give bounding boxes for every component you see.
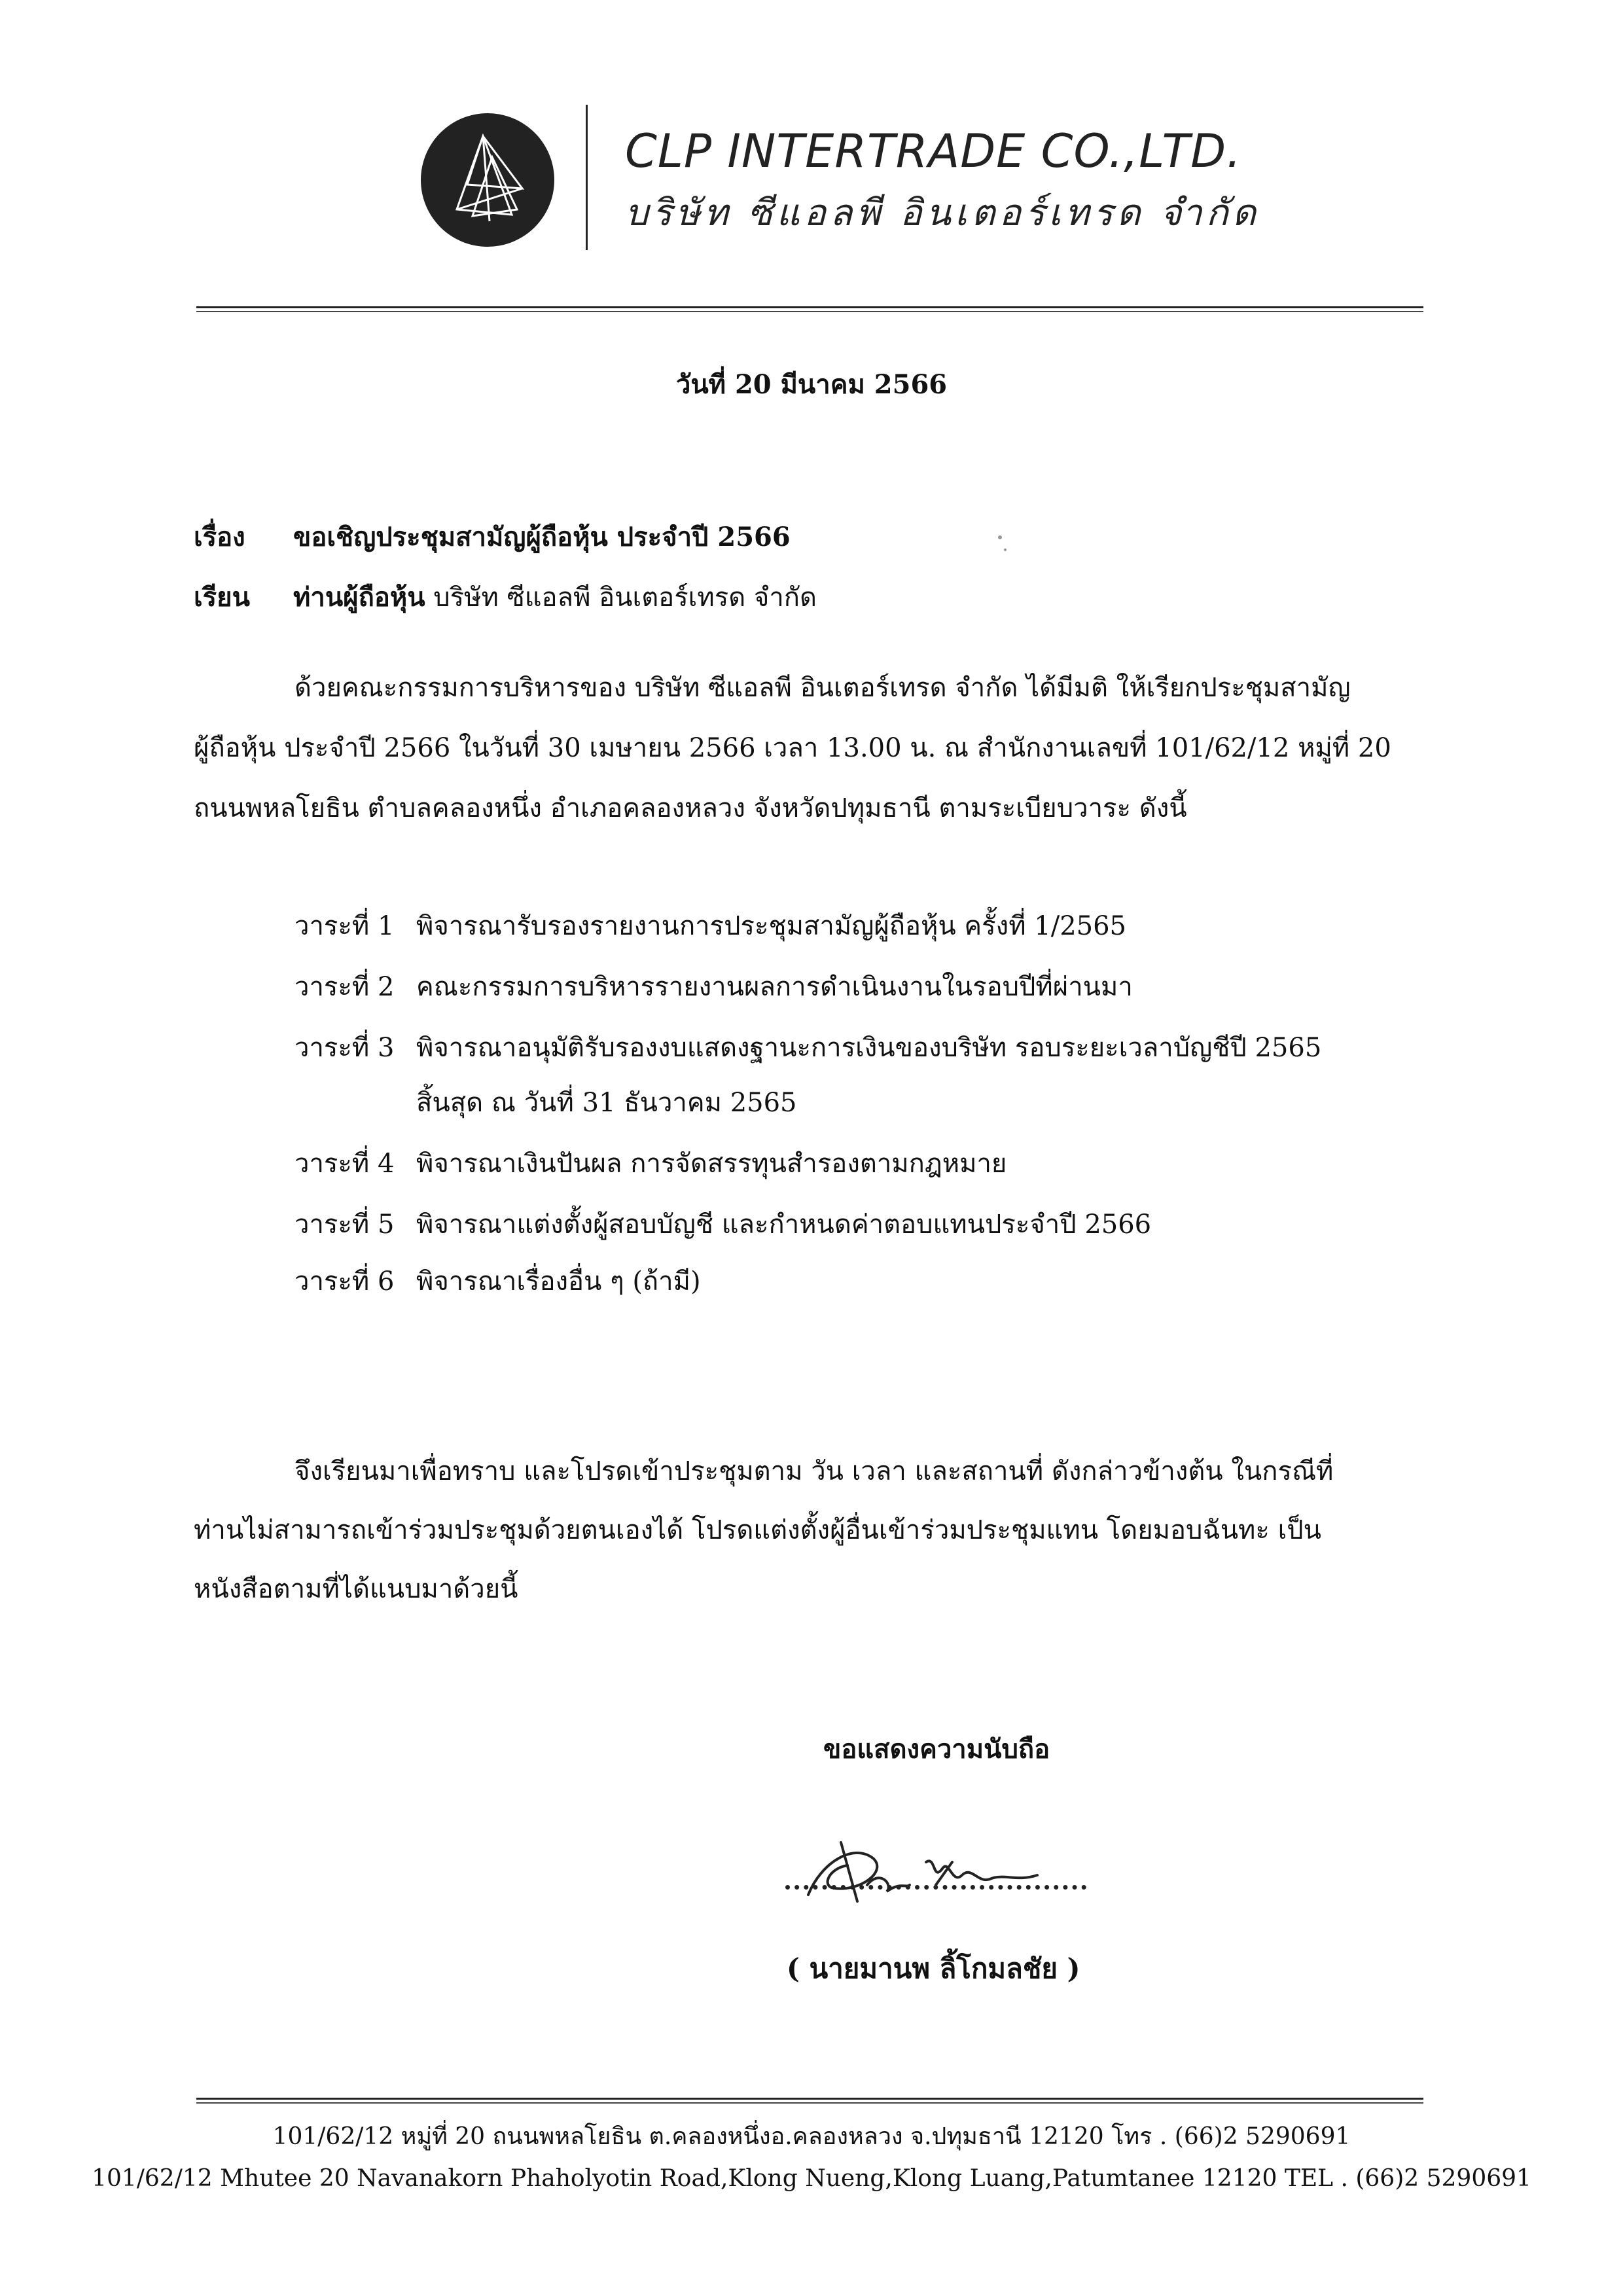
recipient-bold: ท่านผู้ถือหุ้น [293,582,425,613]
scan-speck [998,535,1002,539]
closing-line: จึงเรียนมาเพื่อทราบ และโปรดเข้าประชุมตาม วัน เวลา และสถานที่ ดังกล่าวข้างต้น ในกรณีที่ [294,1456,1334,1486]
footer-address-en: 101/62/12 Mhutee 20 Navanakorn Phaholyotin Road,Klong Nueng,Klong Luang,Patumtanee 12120 TEL . (66)2 5290691 [92,2165,1531,2192]
agenda-text: พิจารณาแต่งตั้งผู้สอบบัญชี และกำหนดค่าตอบแทนประจำปี 2566 [416,1210,1152,1240]
intro-line: ถนนพหลโยธิน ตำบลคลองหนึ่ง อำเภอคลองหลวง จังหวัดปทุมธานี ตามระเบียบวาระ ดังนี้ [194,793,1187,823]
agenda-item [294,965,1133,1007]
agenda-number: วาระที่ 5 [294,1210,395,1240]
agenda-item [294,1026,1321,1068]
signer-name: ( นายมานพ ลิ้โกมลชัย ) [787,1952,1080,1984]
subject-text: ขอเชิญประชุมสามัญผู้ถือหุ้น ประจำปี 2566 [293,522,791,552]
agenda-text: พิจารณาอนุมัติรับรองงบแสดงฐานะการเงินของบริษัท รอบระยะเวลาบัญชีปี 2565 [416,1033,1322,1063]
signature-image [795,1823,1057,1914]
scan-speck [1004,548,1007,551]
agenda-number: วาระที่ 1 [294,911,395,941]
recipient-text: บริษัท ซีแอลพี อินเตอร์เทรด จำกัด [425,583,817,613]
subject-row [194,516,791,558]
company-name-th: บริษัท ซีแอลพี อินเตอร์เทรด จำกัด [625,192,1260,234]
subject-label: เรื่อง [194,522,245,552]
agenda-number: วาระที่ 4 [294,1149,395,1179]
company-name-en: CLP INTERTRADE CO.,LTD. [625,124,1242,178]
recipient-label: เรียน [194,582,250,613]
closing-line: หนังสือตามที่ได้แนบมาด้วยนี้ [194,1574,518,1604]
agenda-text: คณะกรรมการบริหารรายงานผลการดำเนินงานในรอบปีที่ผ่านมา [416,972,1133,1002]
letter-date: วันที่ 20 มีนาคม 2566 [675,369,948,400]
intro-line: ผู้ถือหุ้น ประจำปี 2566 ในวันที่ 30 เมษายน 2566 เวลา 13.00 น. ณ สำนักงานเลขที่ 101/62/12 หมู่ที่ 20 [194,733,1391,763]
agenda-text: พิจารณาเงินปันผล การจัดสรรทุนสำรองตามกฎหมาย [416,1149,1007,1179]
agenda-item [294,1142,1007,1184]
footer-address-th: 101/62/12 หมู่ที่ 20 ถนนพหลโยธิน ต.คลองหนึ่งอ.คลองหลวง จ.ปทุมธานี 12120 โทร . (66)2 5290691 [272,2123,1351,2150]
agenda-item [294,1203,1151,1245]
agenda-number: วาระที่ 6 [294,1266,395,1297]
recipient-row [194,576,817,618]
header-rule [196,306,1423,312]
agenda-item [294,1260,701,1302]
intro-line: ด้วยคณะกรรมการบริหารของ บริษัท ซีแอลพี อินเตอร์เทรด จำกัด ได้มีมติ ให้เรียกประชุมสามัญ [294,673,1351,703]
closing-line: ท่านไม่สามารถเข้าร่วมประชุมด้วยตนเองได้ โปรดแต่งตั้งผู้อื่นเข้าร่วมประชุมแทน โดยมอบฉันทะ เป็น [194,1515,1322,1545]
signature-line [785,1885,1086,1890]
company-logo [419,111,556,249]
agenda-number: วาระที่ 2 [294,972,395,1002]
agenda-text-continued: สิ้นสุด ณ วันที่ 31 ธันวาคม 2565 [416,1088,797,1118]
agenda-number: วาระที่ 3 [294,1033,395,1063]
letterhead-divider [586,105,588,250]
agenda-item [294,905,1126,946]
regards-text: ขอแสดงความนับถือ [823,1734,1050,1765]
footer-rule [196,2098,1423,2104]
agenda-text: พิจารณารับรองรายงานการประชุมสามัญผู้ถือหุ้น ครั้งที่ 1/2565 [416,911,1126,941]
agenda-text: พิจารณาเรื่องอื่น ๆ (ถ้ามี) [416,1266,701,1297]
